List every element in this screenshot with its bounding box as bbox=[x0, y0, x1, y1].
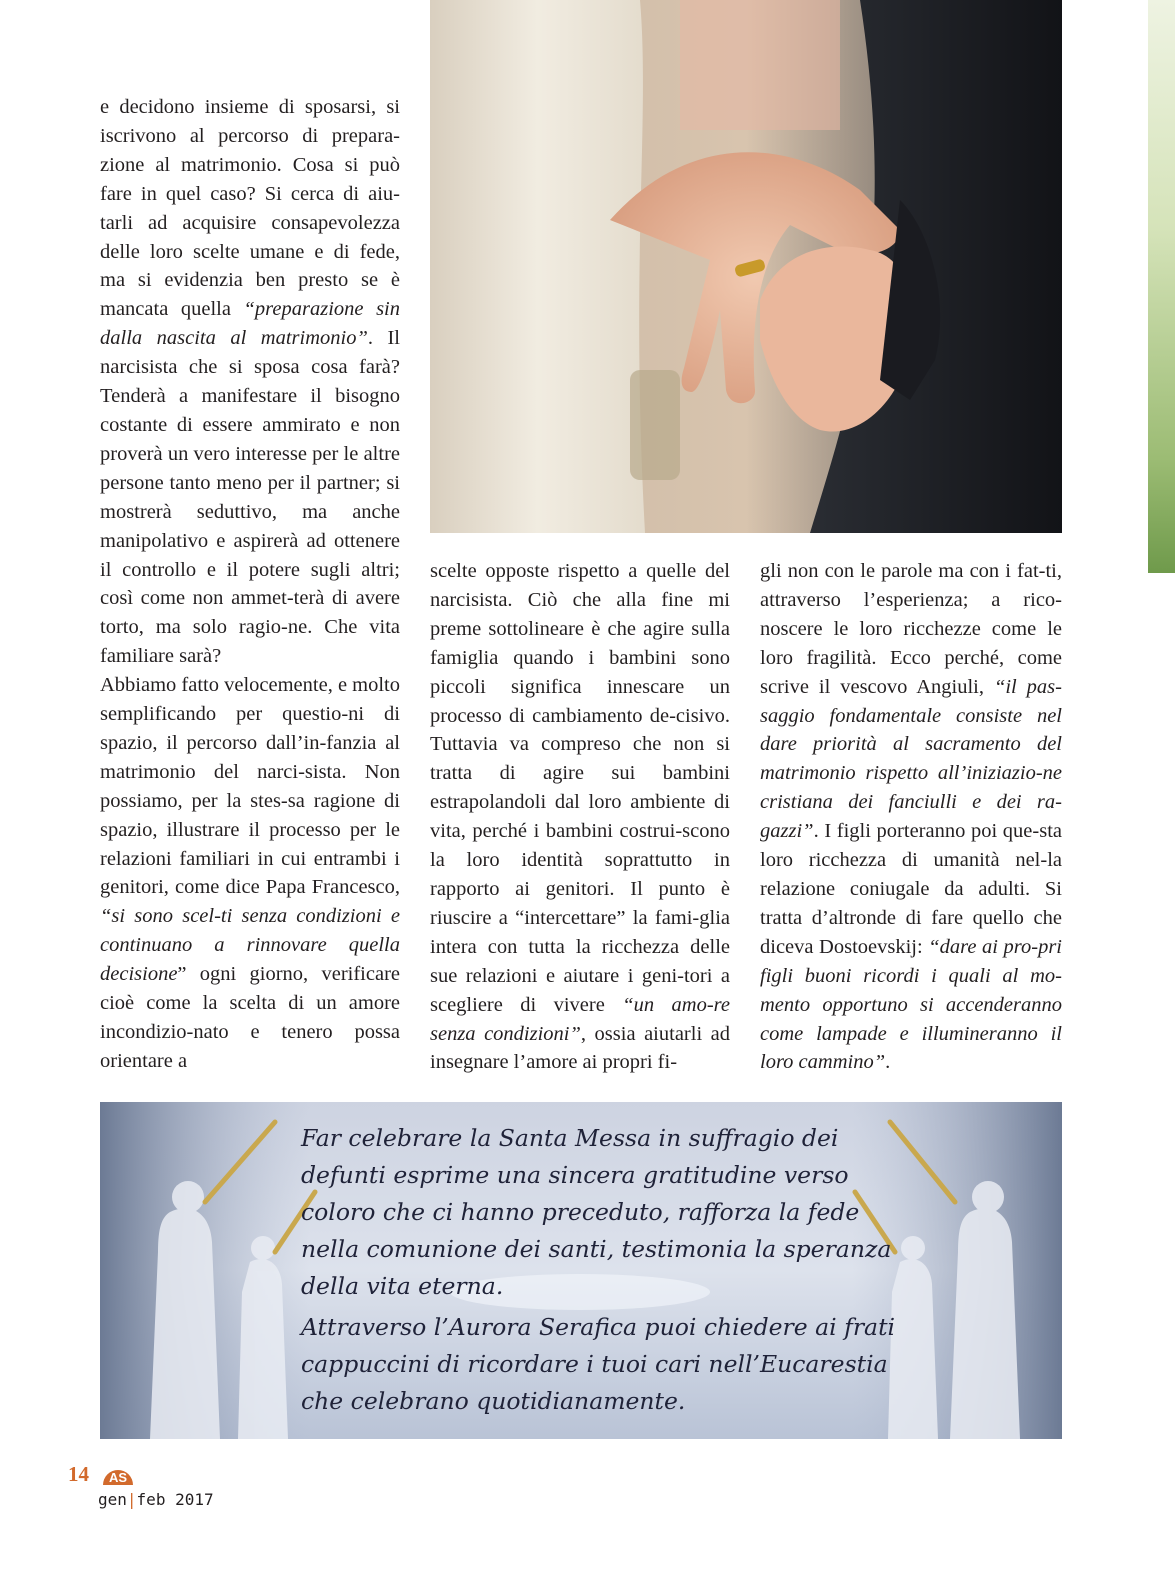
col1-seg1: “preparazione sin dalla nascita al matrimonio” bbox=[100, 298, 400, 350]
issue-date-separator: | bbox=[126, 1490, 137, 1509]
col1-seg5: ” ogni giorno, verificare cioè come la scelta di un amore incondizio-nato e tenero possa orientare a bbox=[100, 963, 400, 1072]
decorative-green-strip bbox=[1148, 0, 1175, 573]
col3-seg2: . I figli porteranno poi que-sta loro ricchezza di umanità nel-la relazione coniugale da adulti. Si tratta d’altronde di fare quello che diceva Dostoevskij: bbox=[760, 820, 1062, 958]
col2-seg2: , ossia aiutarli ad insegnare l’amore ai propri fi- bbox=[430, 1022, 731, 1074]
col1-seg0: e decidono insieme di sposarsi, si iscrivono al percorso di prepara-zione al matrimonio. Cosa si può fare in quel caso? Si cerca di aiu-tarli ad acquisire consapevolezza delle loro scelte umane e di fede, ma si evidenzia ben presto se è mancata quella bbox=[100, 96, 400, 321]
page-number: 14 bbox=[68, 1462, 89, 1486]
text-column-3 bbox=[760, 557, 1062, 1077]
box-paragraph-2: Attraverso l’Aurora Serafica puoi chiedere ai frati cappuccini di ricordare i tuoi cari nell’Eucarestia che celebrano quotidianamente. bbox=[301, 1313, 896, 1415]
col3-seg4: . bbox=[885, 1051, 891, 1074]
wedding-ring-photo bbox=[430, 0, 1062, 533]
text-column-2 bbox=[430, 557, 730, 1077]
mass-suffrage-box bbox=[100, 1102, 1062, 1439]
col3-seg0: gli non con le parole ma con i fat-ti, attraverso l’esperienza; a rico-noscere le loro ricchezze come le loro fragilità. Ecco perché, come scrive il vescovo Angiuli, bbox=[760, 560, 1062, 698]
col1-seg3: Abbiamo fatto velocemente, e molto semplificando per questio-ni di spazio, il percorso dall’in-fanzia al matrimonio del narci-sista. Non possiamo, per la stes-sa ragione di spazio, illustrare il processo per le relazioni familiari in cui entrambi i genitori, come dice Papa Francesco, bbox=[100, 674, 401, 899]
col1-seg2: . Il narcisista che si sposa cosa farà? Tenderà a manifestare il bisogno costante di essere ammirato e non proverà un vero interesse per le altre persone tanto meno per il partner; si mostrerà seduttivo, ma anche manipolativo e aspirerà ad ottenere il controllo e il potere sugli altri; così come non ammet-terà di avere torto, ma solo ragio-ne. Che vita familiare sarà? bbox=[100, 327, 400, 668]
issue-date-month: gen bbox=[98, 1490, 127, 1509]
aurora-serafica-logo bbox=[100, 1458, 136, 1486]
box-text bbox=[301, 1120, 921, 1420]
col3-seg3: “dare ai pro-pri figli buoni ricordi i quali al mo-mento opportuno si accenderanno come lampade e illumineranno il loro cammino” bbox=[760, 935, 1062, 1074]
col3-seg1: “il pas-saggio fondamentale consiste nel dare priorità al sacramento del matrimonio rispetto all’iniziazio-ne cristiana dei fanciulli e dei ra-gazzi” bbox=[760, 675, 1062, 843]
issue-date bbox=[98, 1490, 214, 1509]
issue-date-rest: feb 2017 bbox=[136, 1490, 214, 1509]
col1-seg4: “si sono scel-ti senza condizioni e continuano a rinnovare quella decisione bbox=[100, 905, 400, 986]
svg-text:AS: AS bbox=[108, 1470, 128, 1485]
box-paragraph-1: Far celebrare la Santa Messa in suffragio dei defunti esprime una sincera gratitudine verso coloro che ci hanno preceduto, rafforza la fede nella comunione dei santi, testimonia la speranza della vita eterna. bbox=[301, 1124, 892, 1300]
col2-seg1: “un amo-re senza condizioni” bbox=[430, 993, 730, 1045]
text-column-1 bbox=[100, 93, 400, 1076]
col2-seg0: scelte opposte rispetto a quelle del narcisista. Ciò che alla fine mi preme sottolineare è che agire sulla famiglia quando i bambini sono piccoli significa innescare un processo di cambiamento de-cisivo. Tuttavia va compreso che non si tratta di agire sui bambini estrapolandoli dal loro ambiente di vita, perché i bambini costrui-scono la loro identità soprattutto in rapporto ai genitori. Il punto è riuscire a “intercettare” la fami-glia intera con tutta la ricchezza delle sue relazioni e aiutare i geni-tori a scegliere di vivere bbox=[430, 560, 730, 1016]
